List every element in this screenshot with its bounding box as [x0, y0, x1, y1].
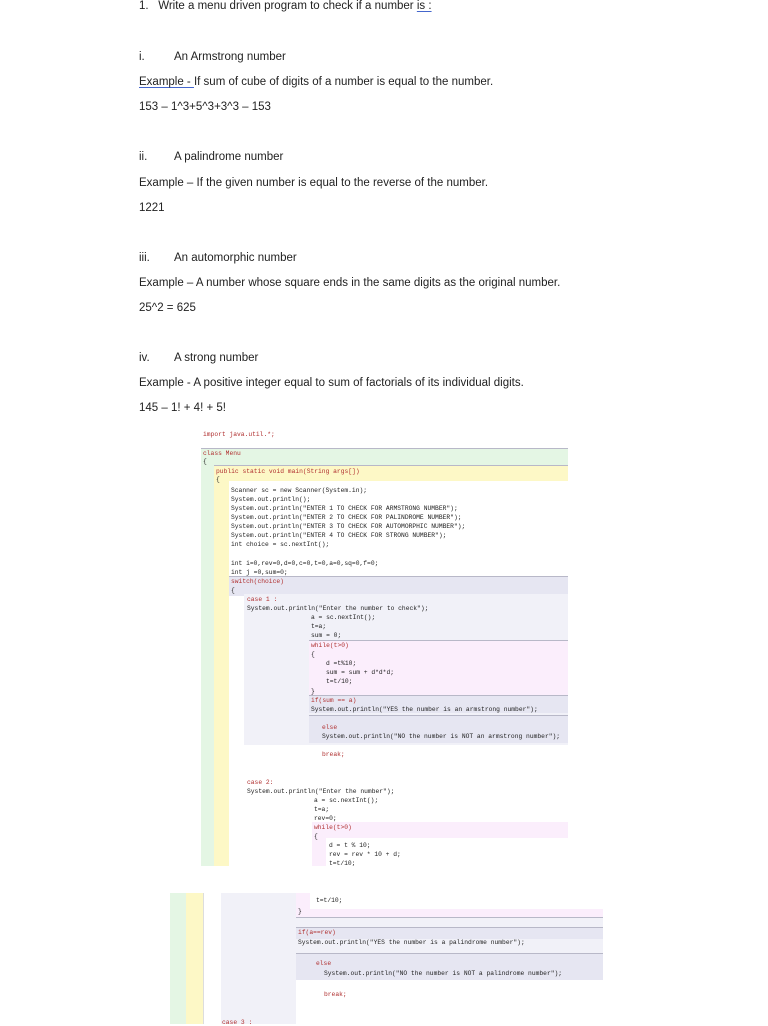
item-numeral: i. [139, 51, 145, 63]
code-line: { [311, 651, 315, 658]
question-heading [139, 0, 432, 12]
code-line: System.out.println("ENTER 4 TO CHECK FOR STRONG NUMBER"); [231, 532, 447, 539]
item-numeral: iv. [139, 352, 150, 364]
code-line: if(a==rev) [298, 929, 336, 936]
code-line: System.out.println("Enter the number"); [247, 788, 395, 795]
item-example: Example - If sum of cube of digits of a number is equal to the number. [139, 76, 494, 88]
code-line: a = sc.nextInt(); [314, 797, 379, 804]
item-title: An Armstrong number [174, 51, 286, 63]
code-line: System.out.println("Enter the number to check"); [247, 605, 429, 612]
code-line: int j =0,sum=0; [231, 569, 288, 576]
item-example: Example - A positive integer equal to sum of factorials of its individual digits. [139, 377, 524, 389]
code-line: { [203, 458, 207, 465]
item-numeral: iii. [139, 252, 150, 264]
question-text-underlined: is : [416, 0, 432, 12]
code-line: { [231, 587, 235, 594]
code-line: sum = 0; [311, 632, 342, 639]
code-line: break; [322, 751, 345, 758]
code-line: d =t%10; [326, 660, 357, 667]
code-line: case 3 : [222, 1019, 253, 1026]
code-line: System.out.println("NO the number is NOT a palindrome number"); [324, 970, 563, 977]
code-line: System.out.println("ENTER 2 TO CHECK FOR PALINDROME NUMBER"); [231, 514, 462, 521]
item-example: Example – A number whose square ends in the same digits as the original number. [139, 277, 561, 289]
item-title: An automorphic number [174, 252, 297, 264]
code-line: d = t % 10; [329, 842, 371, 849]
after-band [296, 980, 603, 1024]
code-line: System.out.println(); [231, 496, 311, 503]
while-inner-band [310, 893, 603, 909]
code-line: t=a; [314, 806, 330, 813]
code-line: import java.util.*; [203, 431, 275, 438]
code-line: sum = sum + d*d*d; [326, 669, 395, 676]
code-line: System.out.println("ENTER 1 TO CHECK FOR ARMSTRONG NUMBER"); [231, 505, 458, 512]
question-number: 1. [139, 0, 149, 12]
item-sample: 145 – 1! + 4! + 5! [139, 402, 226, 414]
outer-band-green [170, 893, 186, 1024]
code-line: while(t>0) [314, 824, 352, 831]
question-text: Write a menu driven program to check if a number [158, 0, 414, 12]
code-line: int i=0,rev=0,d=0,c=0,t=0,a=0,sq=0,f=0; [231, 560, 379, 567]
code-line: break; [324, 991, 347, 998]
code-line: System.out.println("NO the number is NOT an armstrong number"); [322, 733, 561, 740]
item-title: A palindrome number [174, 151, 284, 163]
code-line: { [216, 476, 220, 483]
code-line: t=a; [311, 623, 327, 630]
if-band [296, 927, 603, 939]
code-line: t=t/10; [329, 860, 356, 866]
code-line: int choice = sc.nextInt(); [231, 541, 330, 548]
code-line: class Menu [203, 450, 241, 457]
code-line: rev = rev * 10 + d; [329, 851, 401, 858]
item-sample: 1221 [139, 202, 165, 214]
code-line: else [322, 724, 338, 731]
code-line: { [314, 833, 318, 840]
code-line: if(sum == a) [311, 697, 357, 704]
outer-band-yellow [186, 893, 203, 1024]
code-line: while(t>0) [311, 642, 349, 649]
code-line: t=t/10; [316, 897, 343, 904]
code-line: a = sc.nextInt(); [311, 614, 376, 621]
code-line: } [298, 908, 302, 915]
code-line: case 1 : [247, 596, 278, 603]
code-line: System.out.println("ENTER 3 TO CHECK FOR AUTOMORPHIC NUMBER"); [231, 523, 466, 530]
code-line: Scanner sc = new Scanner(System.in); [231, 487, 368, 494]
code-line: case 2: [247, 779, 274, 786]
code-line: System.out.println("YES the number is a palindrome number"); [298, 939, 525, 946]
item-example: Example – If the given number is equal to the reverse of the number. [139, 177, 489, 189]
item-sample: 153 – 1^3+5^3+3^3 – 153 [139, 101, 271, 113]
code-line: public static void main(String args[]) [216, 468, 360, 475]
code-line: System.out.println("YES the number is an armstrong number"); [311, 706, 538, 713]
code-line: else [316, 960, 332, 967]
outer-band-white [203, 893, 222, 1024]
item-title: A strong number [174, 352, 259, 364]
item-numeral: ii. [139, 151, 148, 163]
code-line: rev=0; [314, 815, 337, 822]
code-line: switch(choice) [231, 578, 284, 585]
code-line: } [311, 688, 315, 695]
item-sample: 25^2 = 625 [139, 302, 196, 314]
code-line: t=t/10; [326, 678, 353, 685]
